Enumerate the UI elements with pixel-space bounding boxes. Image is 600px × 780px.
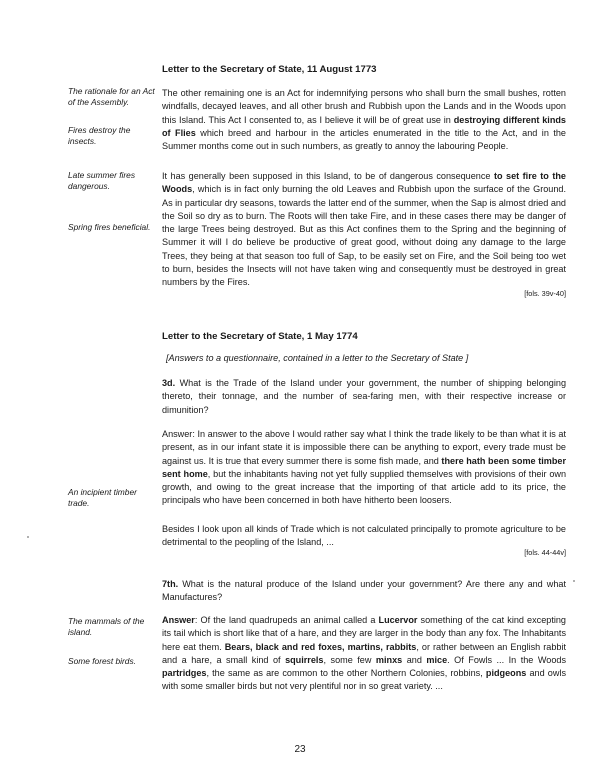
margin-note-late-summer: Late summer fires dangerous.: [68, 170, 136, 192]
text-run: and owls with some smaller birds but not very plentiful nor in so great variety. ...: [162, 668, 566, 692]
scan-speck: [573, 580, 575, 582]
text-run: , which is in fact only burning the old Leaves and Rubbish upon the surface of the Ground. As in particular dry seasons, towards the latter end of the summer, when the Sap is almost dried and the Soil so dry as to burn. The Roots will then take Fire, and in these cases there may be danger of the large Trees being destroyed. But as this Act confines them to the Spring and the beginning of Summer it will I do believe be productive of great good, without doing any damage to the large Trees, they being at that season too full of Sap, to be easily set on Fire, and the Soil being too wet to burn, besides the Insects will not have taken wing and consequently must be destroyed in great numbers by the Fires.: [162, 184, 566, 288]
letter-heading-1774: Letter to the Secretary of State, 1 May 1774: [162, 331, 358, 342]
questionnaire-intro: [Answers to a questionnaire, contained in a letter to the Secretary of State ]: [166, 353, 469, 363]
bold-phrase: minxs: [375, 654, 403, 665]
text-run: The other remaining one is an Act for indemnifying persons who shall burn the small bushes, rotten windfalls, decayed leaves, and all other brush and Rubbish upon the Lands and in the Woods upon this Island. This Act I consented to, as I believe it will be of great use in: [162, 88, 566, 125]
text-run: , the same as are common to the other Northern Colonies, robbins,: [206, 668, 486, 679]
answer-3d: [162, 428, 566, 508]
page-number: 23: [294, 744, 306, 755]
bold-phrase: destroying different kinds of Flies: [162, 114, 566, 138]
text-run: It has generally been supposed in this Island, to be of dangerous consequence: [162, 171, 494, 181]
bold-phrase: mice: [426, 654, 448, 665]
bold-phrase: Bears, black and red foxes, martins, rabbits: [224, 641, 417, 652]
bold-phrase: partridges: [162, 668, 207, 679]
question-3d: [162, 377, 566, 417]
text-run: , but the inhabitants having not yet fully supplied themselves with provisions of their own growth, and owing to the great increase that the importing of that article add to its price, the principals who have been concerned in both have hitherto been loosers.: [162, 468, 567, 506]
bold-phrase: there hath been some timber sent home: [162, 455, 566, 479]
margin-note-spring-fires: Spring fires beneficial.: [68, 222, 151, 232]
margin-note-rationale: The rationale for an Act of the Assembly.: [68, 86, 155, 108]
bold-phrase: to set fire to the Woods: [162, 171, 566, 195]
text-run: What is the Trade of the Island under your government, the number of shipping belonging thereto, their tonnage, and the number of sea-faring men, with their respective increase or dimunition?: [162, 378, 566, 415]
text-run: which breed and harbour in the articles enumerated in the title to the Act, and in the Summer months come out in such numbers, as greatly to annoy the labouring People.: [162, 127, 566, 152]
bold-phrase: 7th.: [162, 579, 179, 589]
bold-phrase: 3d.: [162, 378, 176, 388]
text-run: , or rather between an English rabbit and a hare, a small kind of: [162, 641, 567, 665]
folio-reference-2: [fols. 44-44v]: [524, 548, 566, 557]
text-run: something of the cat kind excepting its tail which is short like that of a hare, and they are larger in the body than any fox. The Inhabitants here eat them.: [162, 615, 566, 652]
text-run: Answer: In answer to the above I would rather say what I think the trade likely to be than what it is at present, as in our infant state it is impossible there can be anything to export, every trade must be against us. It is true that every summer there is some fish made, and: [162, 429, 566, 466]
letter-heading-1773: Letter to the Secretary of State, 11 August 1773: [162, 64, 377, 75]
margin-note-forest-birds: Some forest birds.: [68, 656, 136, 666]
text-run: Besides I look upon all kinds of Trade which is not calculated principally to promote agriculture to be detrimental to the peopling of the Island, ...: [162, 524, 566, 548]
text-run: , some few: [323, 654, 376, 665]
answer-7th: [162, 614, 566, 694]
bold-phrase: Answer: [162, 615, 195, 625]
text-run: : Of the land quadrupeds an animal called a: [194, 615, 379, 625]
paragraph-act-flies: [162, 87, 566, 153]
paragraph-fire-woods: [162, 170, 566, 290]
bold-phrase: squirrels: [285, 654, 324, 665]
folio-reference-1: [fols. 39v-40]: [524, 289, 566, 298]
question-7th: [162, 578, 566, 605]
margin-note-fires-destroy: Fires destroy the insects.: [68, 125, 131, 147]
text-run: and: [402, 654, 427, 665]
bold-phrase: pidgeons: [485, 668, 527, 679]
text-run: What is the natural produce of the Island under your government? Are there any and what Manufactures?: [162, 579, 566, 603]
text-run: . Of Fowls ... In the Woods: [447, 654, 566, 665]
scan-speck: [27, 536, 29, 538]
bold-phrase: Lucervor: [378, 615, 418, 625]
margin-note-timber-trade: An incipient timber trade.: [68, 487, 137, 509]
margin-note-mammals: The mammals of the island.: [68, 616, 145, 638]
answer-3d-continued: [162, 523, 566, 550]
